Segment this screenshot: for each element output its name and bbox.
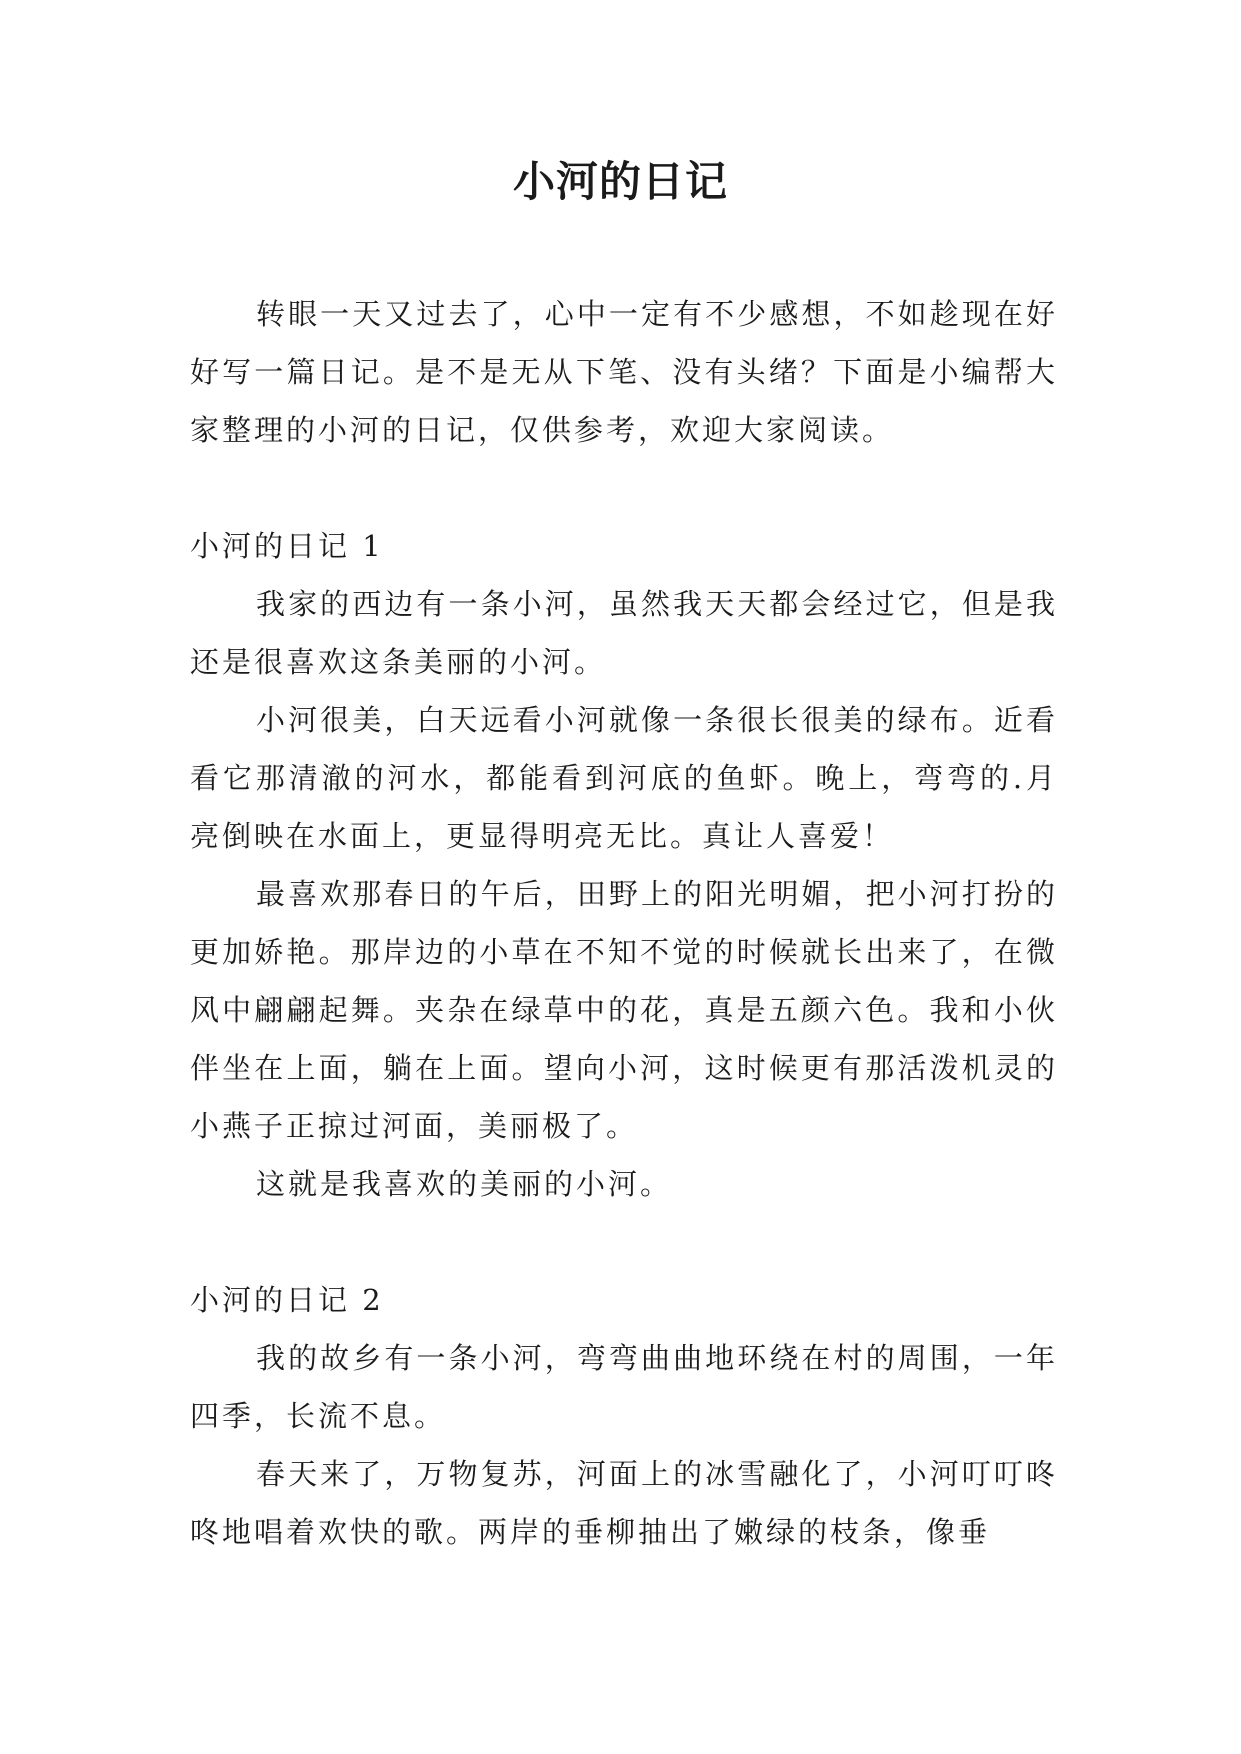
section-paragraph: 小河很美，白天远看小河就像一条很长很美的绿布。近看看它那清澈的河水，都能看到河底的鱼虾。晚上，弯弯的.月亮倒映在水面上，更显得明亮无比。真让人喜爱！ [190,703,1058,853]
section-paragraph: 最喜欢那春日的午后，田野上的阳光明媚，把小河打扮的更加娇艳。那岸边的小草在不知不觉的时候就长出来了，在微风中翩翩起舞。夹杂在绿草中的花，真是五颜六色。我和小伙伴坐在上面，躺在上面。望向小河，这时候更有那活泼机灵的小燕子正掠过河面，美丽极了。 [190,877,1058,1143]
section-2 [190,1271,1058,1561]
section-heading: 小河的日记 2 [190,1283,384,1317]
section-heading: 小河的日记 1 [190,529,384,563]
section-paragraph: 这就是我喜欢的美丽的小河。 [256,1167,673,1201]
intro-paragraph: 转眼一天又过去了，心中一定有不少感想，不如趁现在好好写一篇日记。是不是无从下笔、没有头绪？下面是小编帮大家整理的小河的日记，仅供参考，欢迎大家阅读。 [190,297,1058,447]
section-1 [190,517,1058,1213]
section-paragraph: 我的故乡有一条小河，弯弯曲曲地环绕在村的周围，一年四季，长流不息。 [190,1341,1058,1433]
section-paragraph: 春天来了，万物复苏，河面上的冰雪融化了，小河叮叮咚咚地唱着欢快的歌。两岸的垂柳抽出了嫩绿的枝条，像垂 [190,1457,1058,1549]
document-title: 小河的日记 [512,157,728,206]
section-paragraph: 我家的西边有一条小河，虽然我天天都会经过它，但是我还是很喜欢这条美丽的小河。 [190,587,1058,679]
document-body [190,285,1058,1561]
